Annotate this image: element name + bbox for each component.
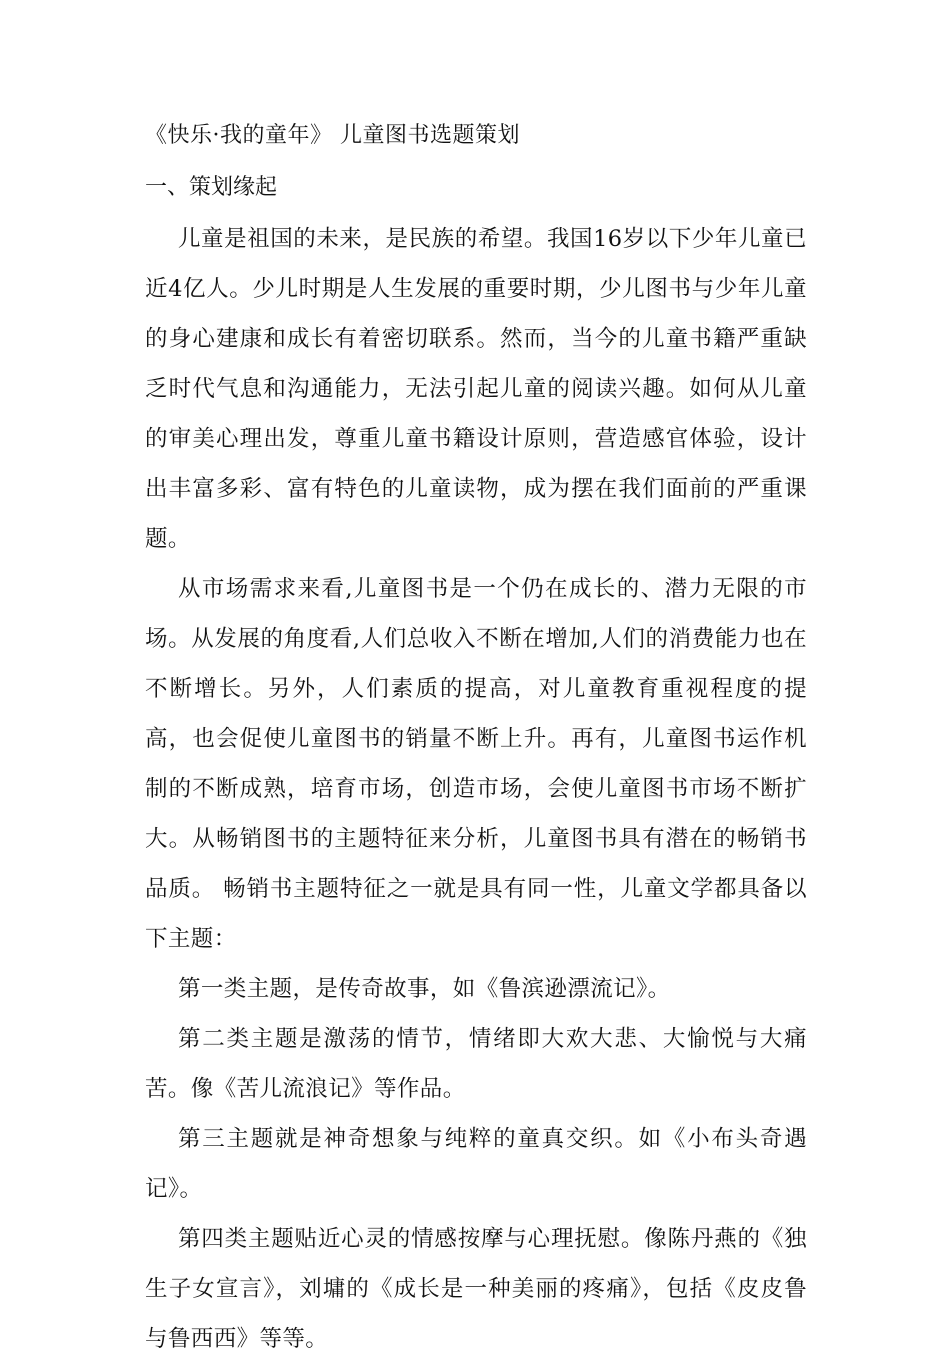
- section-heading: 一、策划缘起: [145, 175, 278, 200]
- paragraph-theme-4: 第四类主题贴近心灵的情感按摩与心理抚慰。像陈丹燕的《独生子女宣言》，刘墉的《成长是一种美丽的疼痛》，包括《皮皮鲁与鲁西西》等等。: [145, 1226, 807, 1352]
- paragraph-intro: 儿童是祖国的未来，是民族的希望。我国16岁以下少年儿童已近4亿人。少儿时期是人生发展的重要时期，少儿图书与少年儿童的身心建康和成长有着密切联系。然而，当今的儿童书籍严重缺乏时代气息和沟通能力，无法引起儿童的阅读兴趣。如何从儿童的审美心理出发，尊重儿童书籍设计原则，营造感官体验，设计出丰富多彩、富有特色的儿童读物，成为摆在我们面前的严重课题。: [145, 226, 807, 552]
- paragraph-market: 从市场需求来看,儿童图书是一个仍在成长的、潜力无限的市场。从发展的角度看,人们总收入不断在增加,人们的消费能力也在不断增长。另外，人们素质的提高，对儿童教育重视程度的提高，也会促使儿童图书的销量不断上升。再有，儿童图书运作机制的不断成熟，培育市场，创造市场，会使儿童图书市场不断扩大。从畅销图书的主题特征来分析，儿童图书具有潜在的畅销书品质。 畅销书主题特征之一就是具有同一性，儿童文学都具备以下主题：: [145, 576, 807, 952]
- paragraph-theme-1: 第一类主题，是传奇故事，如《鲁滨逊漂流记》。: [178, 976, 671, 1002]
- paragraph-theme-2: 第二类主题是激荡的情节，情绪即大欢大悲、大愉悦与大痛苦。像《苦儿流浪记》等作品。: [145, 1026, 807, 1102]
- document-title: 《快乐·我的童年》 儿童图书选题策划: [145, 123, 520, 148]
- document-body: [145, 116, 807, 1364]
- paragraph-theme-3: 第三主题就是神奇想象与纯粹的童真交织。如《小布头奇遇记》。: [145, 1126, 807, 1202]
